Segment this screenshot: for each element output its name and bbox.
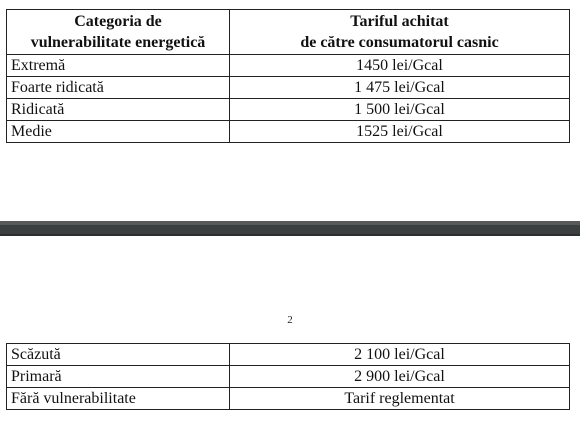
tariff-cell: Tarif reglementat [230,388,570,410]
header-category-line-2: vulnerabilitate energetică [30,34,206,51]
category-cell: Foarte ridicată [7,77,230,99]
category-cell: Medie [7,121,230,143]
category-cell: Extremă [7,55,230,77]
category-cell: Ridicată [7,99,230,121]
table-row [7,99,570,121]
header-category [7,10,230,55]
tariff-cell: 1525 lei/Gcal [230,121,570,143]
table-row [7,388,570,410]
tariff-cell: 1 500 lei/Gcal [230,99,570,121]
table-row [7,366,570,388]
table-row [7,121,570,143]
tariff-table-bottom [6,343,570,410]
table-row [7,55,570,77]
tariff-cell: 2 100 lei/Gcal [230,344,570,366]
page-break-divider [0,221,580,236]
table-row [7,344,570,366]
header-tariff-line-1: Tariful achitat [350,13,449,30]
tariff-cell: 1450 lei/Gcal [230,55,570,77]
category-cell: Scăzută [7,344,230,366]
table-row [7,77,570,99]
tariff-cell: 2 900 lei/Gcal [230,366,570,388]
category-cell: Fără vulnerabilitate [7,388,230,410]
header-category-line-1: Categoria de [74,13,162,30]
header-tariff [230,10,570,55]
page-number: 2 [287,314,293,326]
category-cell: Primară [7,366,230,388]
tariff-cell: 1 475 lei/Gcal [230,77,570,99]
header-tariff-line-2: de către consumatorul casnic [300,34,499,51]
tariff-table-top [6,9,570,143]
table-header-row [7,10,570,55]
